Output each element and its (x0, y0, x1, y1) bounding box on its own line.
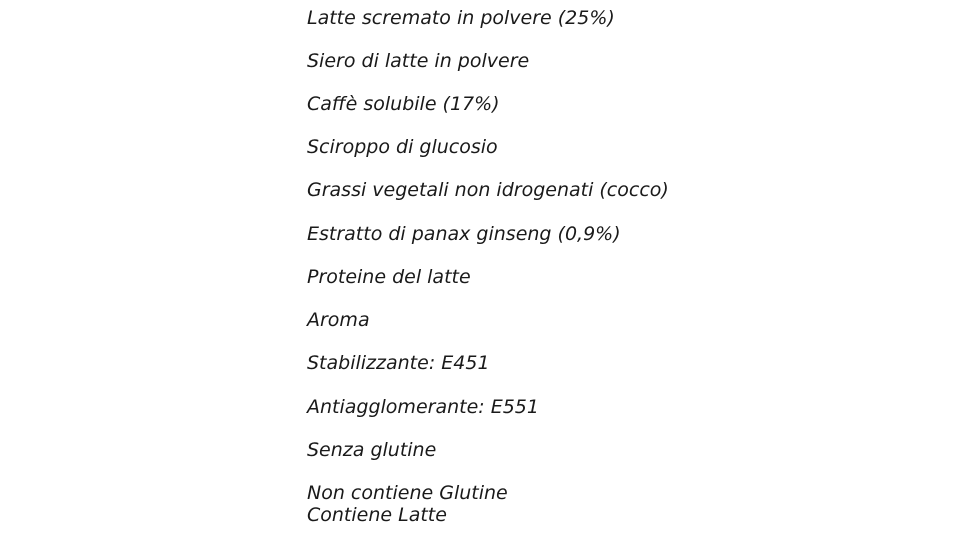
ingredient-item: Proteine del latte (307, 266, 471, 288)
ingredient-item: Aroma (307, 309, 370, 331)
ingredient-item: Senza glutine (307, 439, 437, 461)
ingredient-item: Sciroppo di glucosio (307, 136, 498, 158)
ingredient-item: Caffè solubile (17%) (307, 93, 500, 115)
ingredient-item: Grassi vegetali non idrogenati (cocco) (307, 179, 669, 201)
ingredient-item: Non contiene Glutine (307, 482, 508, 504)
ingredient-item: Estratto di panax ginseng (0,9%) (307, 223, 621, 245)
ingredient-item: Contiene Latte (307, 504, 447, 526)
ingredient-item: Antiagglomerante: E551 (307, 396, 539, 418)
ingredient-item: Stabilizzante: E451 (307, 352, 490, 374)
ingredient-item: Latte scremato in polvere (25%) (307, 7, 615, 29)
ingredient-item: Siero di latte in polvere (307, 50, 530, 72)
